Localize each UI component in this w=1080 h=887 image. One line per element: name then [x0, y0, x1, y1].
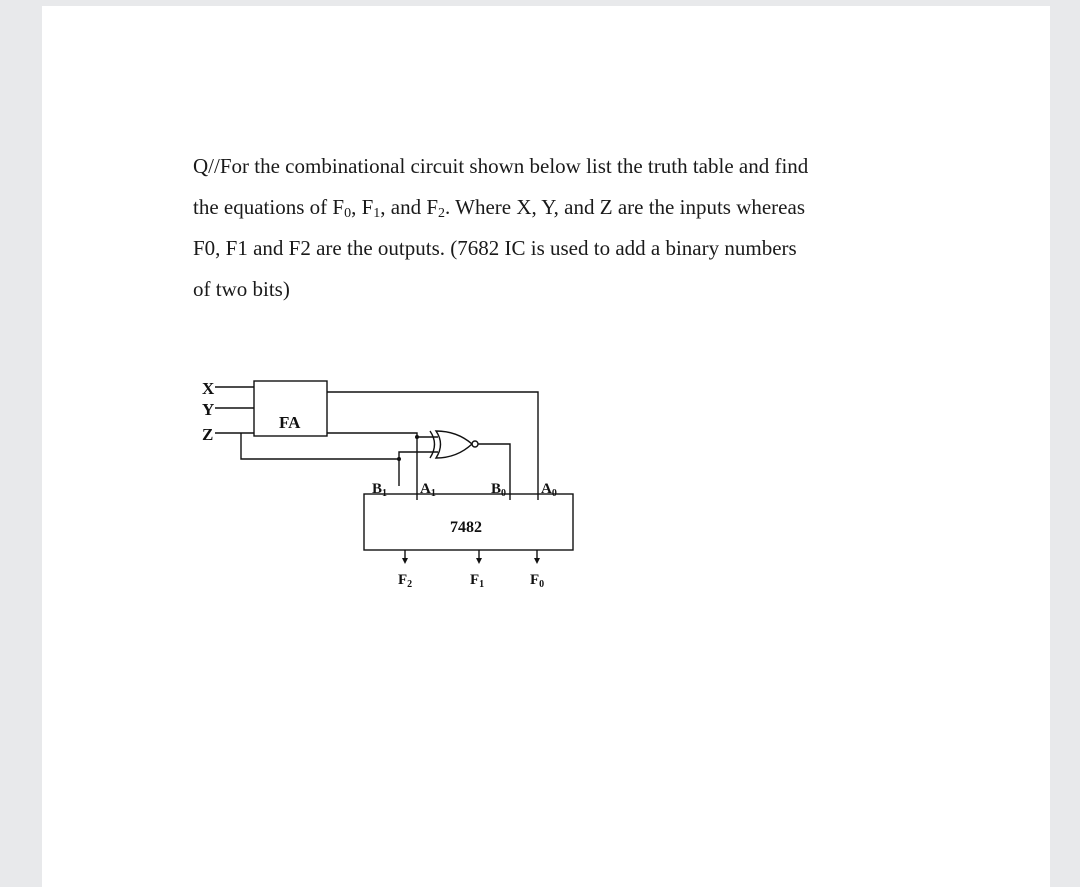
fa-sum-to-a0-wire	[327, 392, 538, 500]
question-line-3: F0, F1 and F2 are the outputs. (7682 IC is used to add a binary numbers	[193, 236, 797, 260]
input-label-x: X	[202, 379, 215, 398]
z-to-b1-wire	[241, 433, 399, 486]
f0-arrow-icon	[534, 558, 540, 564]
output-label-f1: $F_1$	[470, 572, 485, 590]
question-line-1: Q//For the combinational circuit shown below list the truth table and find	[193, 154, 809, 178]
ic-input-b1: $B_1$	[372, 481, 388, 499]
output-label-f2: $F_2$	[398, 572, 413, 590]
question-line-2: the equations of $F_0$, $F_1$, and $F_2$. Where X, Y, and Z are the inputs whereas	[193, 195, 805, 221]
f1-arrow-icon	[476, 558, 482, 564]
circuit-diagram	[42, 6, 1050, 887]
document-page	[42, 6, 1050, 887]
input-label-z: Z	[202, 425, 214, 444]
question-line-4: of two bits)	[193, 277, 290, 301]
junction-dot	[415, 435, 419, 439]
ic-input-a0: $A_0$	[541, 481, 557, 499]
xnor-gate	[436, 431, 472, 458]
junction-dot	[397, 457, 401, 461]
input-label-y: Y	[202, 400, 215, 419]
output-label-f0: $F_0$	[530, 572, 545, 590]
xnor-gate-extra-arc	[430, 431, 435, 458]
ic-label: 7482	[450, 519, 482, 536]
fa-label: FA	[279, 413, 301, 432]
f2-arrow-icon	[402, 558, 408, 564]
ic-input-b0: $B_0$	[491, 481, 507, 499]
ic-input-a1: $A_1$	[420, 481, 436, 499]
